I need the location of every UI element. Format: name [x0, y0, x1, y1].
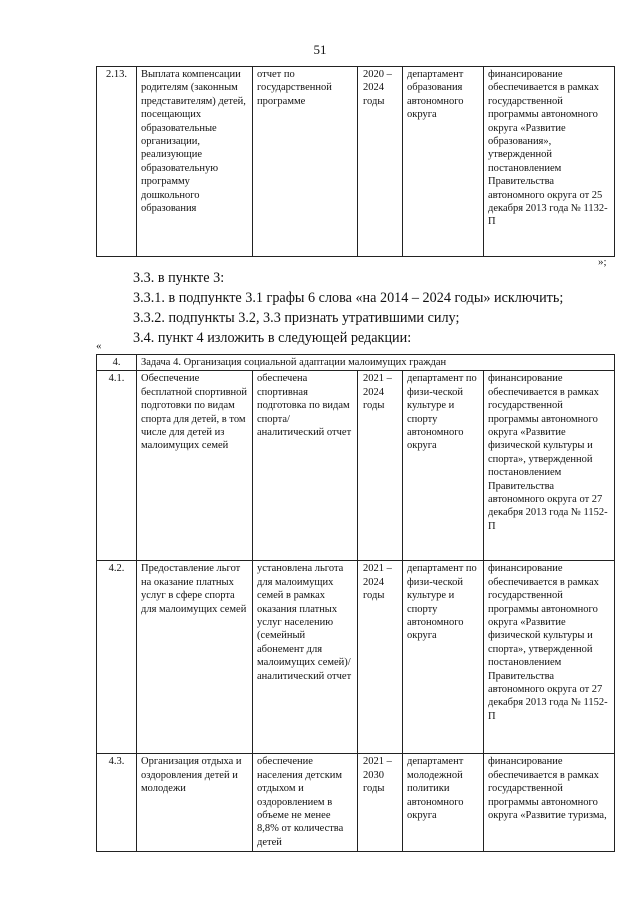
row-number: 2.13. — [97, 67, 137, 257]
task4-table — [96, 354, 615, 852]
closing-quote: »; — [598, 256, 607, 268]
measure-name: Организация отдыха и оздоровления детей и молодежи — [137, 754, 253, 852]
measure-result: обеспечение населения детским отдыхом и оздоровлением в объеме не менее 8,8% от количества детей — [253, 754, 358, 852]
table-header-row — [97, 355, 615, 371]
measure-finance: финансирование обеспечивается в рамках государственной программы автономного округа «Развитие туризма, — [484, 754, 615, 852]
measure-result: установлена льгота для малоимущих семей в рамках оказания платных услуг населению (семейный абонемент для малоимущих семей)/ аналитический отчет — [253, 561, 358, 754]
task-title: Задача 4. Организация социальной адаптации малоимущих граждан — [137, 355, 615, 371]
instruction-line: 3.3.1. в подпункте 3.1 графы 6 слова «на 2014 – 2024 годы» исключить; — [133, 290, 564, 306]
measure-name: Выплата компенсации родителям (законным представителям) детей, посещающих образовательные организации, реализующие образовательную программу дошкольного образования — [137, 67, 253, 257]
measure-executor: департамент по физи-ческой культуре и спорту автономного округа — [403, 561, 484, 754]
measure-years: 2020 – 2024 годы — [358, 67, 403, 257]
measure-executor: департамент по физи-ческой культуре и спорту автономного округа — [403, 371, 484, 561]
table-row — [97, 754, 615, 852]
table-row — [97, 371, 615, 561]
measure-result: обеспечена спортивная подготовка по видам спорта/ аналитический отчет — [253, 371, 358, 561]
measure-finance: финансирование обеспечивается в рамках государственной программы автономного округа «Развитие образования», утвержденной постановлением Правительства автономного округа от 25 декабря 2013 года № 1132-П — [484, 67, 615, 257]
row-number: 4.1. — [97, 371, 137, 561]
page-number: 51 — [313, 42, 327, 57]
measure-years: 2021 – 2030 годы — [358, 754, 403, 852]
measure-name: Обеспечение бесплатной спортивной подготовки по видам спорта для детей, в том числе для детей из малоимущих семей — [137, 371, 253, 561]
row-number: 4.2. — [97, 561, 137, 754]
instruction-line: 3.4. пункт 4 изложить в следующей редакции: — [133, 330, 412, 346]
measure-executor: департамент образования автономного округа — [403, 67, 484, 257]
measure-finance: финансирование обеспечивается в рамках государственной программы автономного округа «Развитие физической культуры и спорта», утвержденной постановлением Правительства автономного округа от 27 декабря 2013 года № 1152-П — [484, 561, 615, 754]
task-number: 4. — [97, 355, 137, 371]
amendment-instructions — [133, 268, 563, 348]
measure-executor: департамент молодежной политики автономного округа — [403, 754, 484, 852]
table-row — [97, 67, 615, 257]
instruction-line: 3.3. в пункте 3: — [133, 270, 225, 286]
table-row — [97, 561, 615, 754]
measure-finance: финансирование обеспечивается в рамках государственной программы автономного округа «Развитие физической культуры и спорта», утвержденной постановлением Правительства автономного округа от 27 декабря 2013 года № 1152-П — [484, 371, 615, 561]
opening-quote: « — [96, 340, 102, 352]
measure-years: 2021 – 2024 годы — [358, 371, 403, 561]
measures-table-continued — [96, 66, 615, 257]
row-number: 4.3. — [97, 754, 137, 852]
instruction-line: 3.3.2. подпункты 3.2, 3.3 признать утратившими силу; — [133, 310, 460, 326]
measure-result: отчет по государственной программе — [253, 67, 358, 257]
measure-years: 2021 – 2024 годы — [358, 561, 403, 754]
measure-name: Предоставление льгот на оказание платных услуг в сфере спорта для малоимущих семей — [137, 561, 253, 754]
